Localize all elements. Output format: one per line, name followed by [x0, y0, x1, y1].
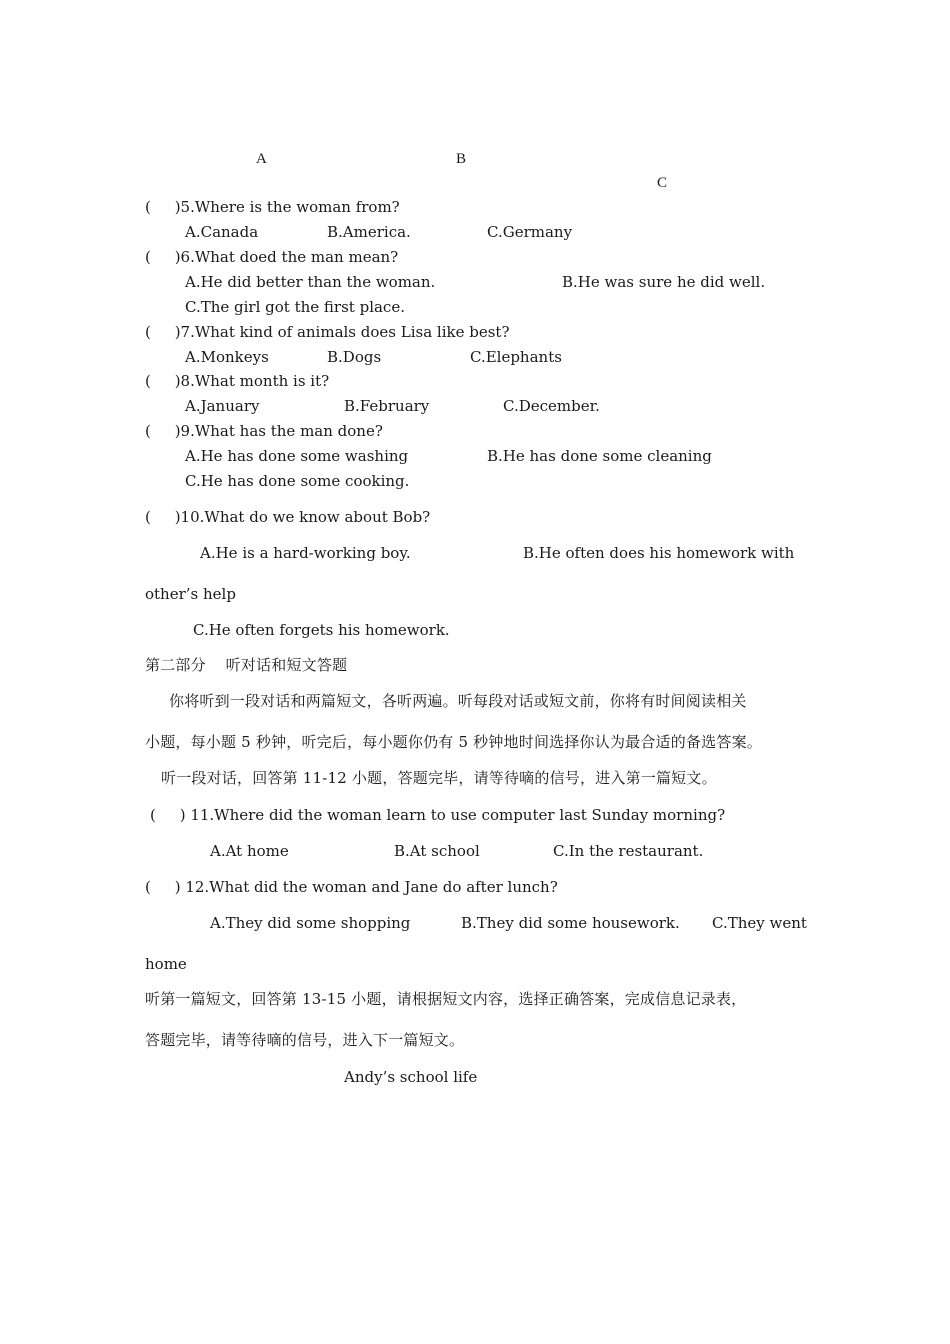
question-5-option-c: C.Germany: [487, 223, 573, 241]
question-8-option-a: A.January: [185, 397, 260, 415]
question-10-option-c: C.He often forgets his homework.: [193, 621, 450, 639]
question-12-stem: ( ) 12.What did the woman and Jane do after lunch?: [145, 878, 558, 896]
question-7-stem: ( )7.What kind of animals does Lisa like best?: [145, 323, 510, 341]
passage-instruction-line1: 听第一篇短文，回答第 13-15 小题，请根据短文内容，选择正确答案，完成信息记录表，: [145, 990, 747, 1008]
question-10-stem: ( )10.What do we know about Bob?: [145, 508, 431, 526]
part2-heading: 第二部分 听对话和短文答题: [145, 656, 348, 674]
question-8-stem: ( )8.What month is it?: [145, 372, 330, 390]
part2-intro-line1: 你将听到一段对话和两篇短文，各听两遍。听每段对话或短文前，你将有时间阅读相关: [169, 692, 747, 710]
question-11-option-c: C.In the restaurant.: [553, 842, 704, 860]
table-title: Andy’s school life: [344, 1068, 478, 1086]
picture-label-c: C: [657, 175, 668, 191]
question-10-option-b-continued: other’s help: [145, 585, 236, 603]
question-12-option-c: C.They went: [712, 914, 807, 932]
question-6-option-c: C.The girl got the first place.: [185, 298, 405, 316]
question-7-option-c: C.Elephants: [470, 348, 562, 366]
question-9-option-a: A.He has done some washing: [185, 447, 409, 465]
question-6-stem: ( )6.What doed the man mean?: [145, 248, 399, 266]
question-5-option-a: A.Canada: [185, 223, 259, 241]
question-12-option-c-continued: home: [145, 955, 187, 973]
passage-instruction-line2: 答题完毕，请等待嘀的信号，进入下一篇短文。: [145, 1031, 465, 1049]
question-5-stem: ( )5.Where is the woman from?: [145, 198, 400, 216]
question-11-option-b: B.At school: [394, 842, 480, 860]
question-7-option-a: A.Monkeys: [185, 348, 269, 366]
question-9-option-b: B.He has done some cleaning: [487, 447, 712, 465]
picture-label-b: B: [456, 151, 467, 167]
question-12-option-b: B.They did some housework.: [461, 914, 680, 932]
question-10-option-a: A.He is a hard-working boy.: [200, 544, 411, 562]
question-8-option-b: B.February: [344, 397, 430, 415]
question-5-option-b: B.America.: [327, 223, 411, 241]
question-8-option-c: C.December.: [503, 397, 600, 415]
question-6-option-b: B.He was sure he did well.: [562, 273, 766, 291]
question-6-option-a: A.He did better than the woman.: [185, 273, 436, 291]
question-9-stem: ( )9.What has the man done?: [145, 422, 383, 440]
part2-intro-line2: 小题，每小题 5 秒钟，听完后，每小题你仍有 5 秒钟地时间选择你认为最合适的备选答案。: [145, 733, 762, 751]
question-7-option-b: B.Dogs: [327, 348, 382, 366]
question-11-option-a: A.At home: [210, 842, 289, 860]
question-9-option-c: C.He has done some cooking.: [185, 472, 410, 490]
question-10-option-b: B.He often does his homework with: [523, 544, 795, 562]
picture-label-a: A: [256, 151, 267, 167]
question-11-stem: ( ) 11.Where did the woman learn to use computer last Sunday morning?: [150, 806, 726, 824]
dialogue-instruction: 听一段对话，回答第 11-12 小题，答题完毕，请等待嘀的信号，进入第一篇短文。: [161, 769, 717, 787]
question-12-option-a: A.They did some shopping: [210, 914, 411, 932]
